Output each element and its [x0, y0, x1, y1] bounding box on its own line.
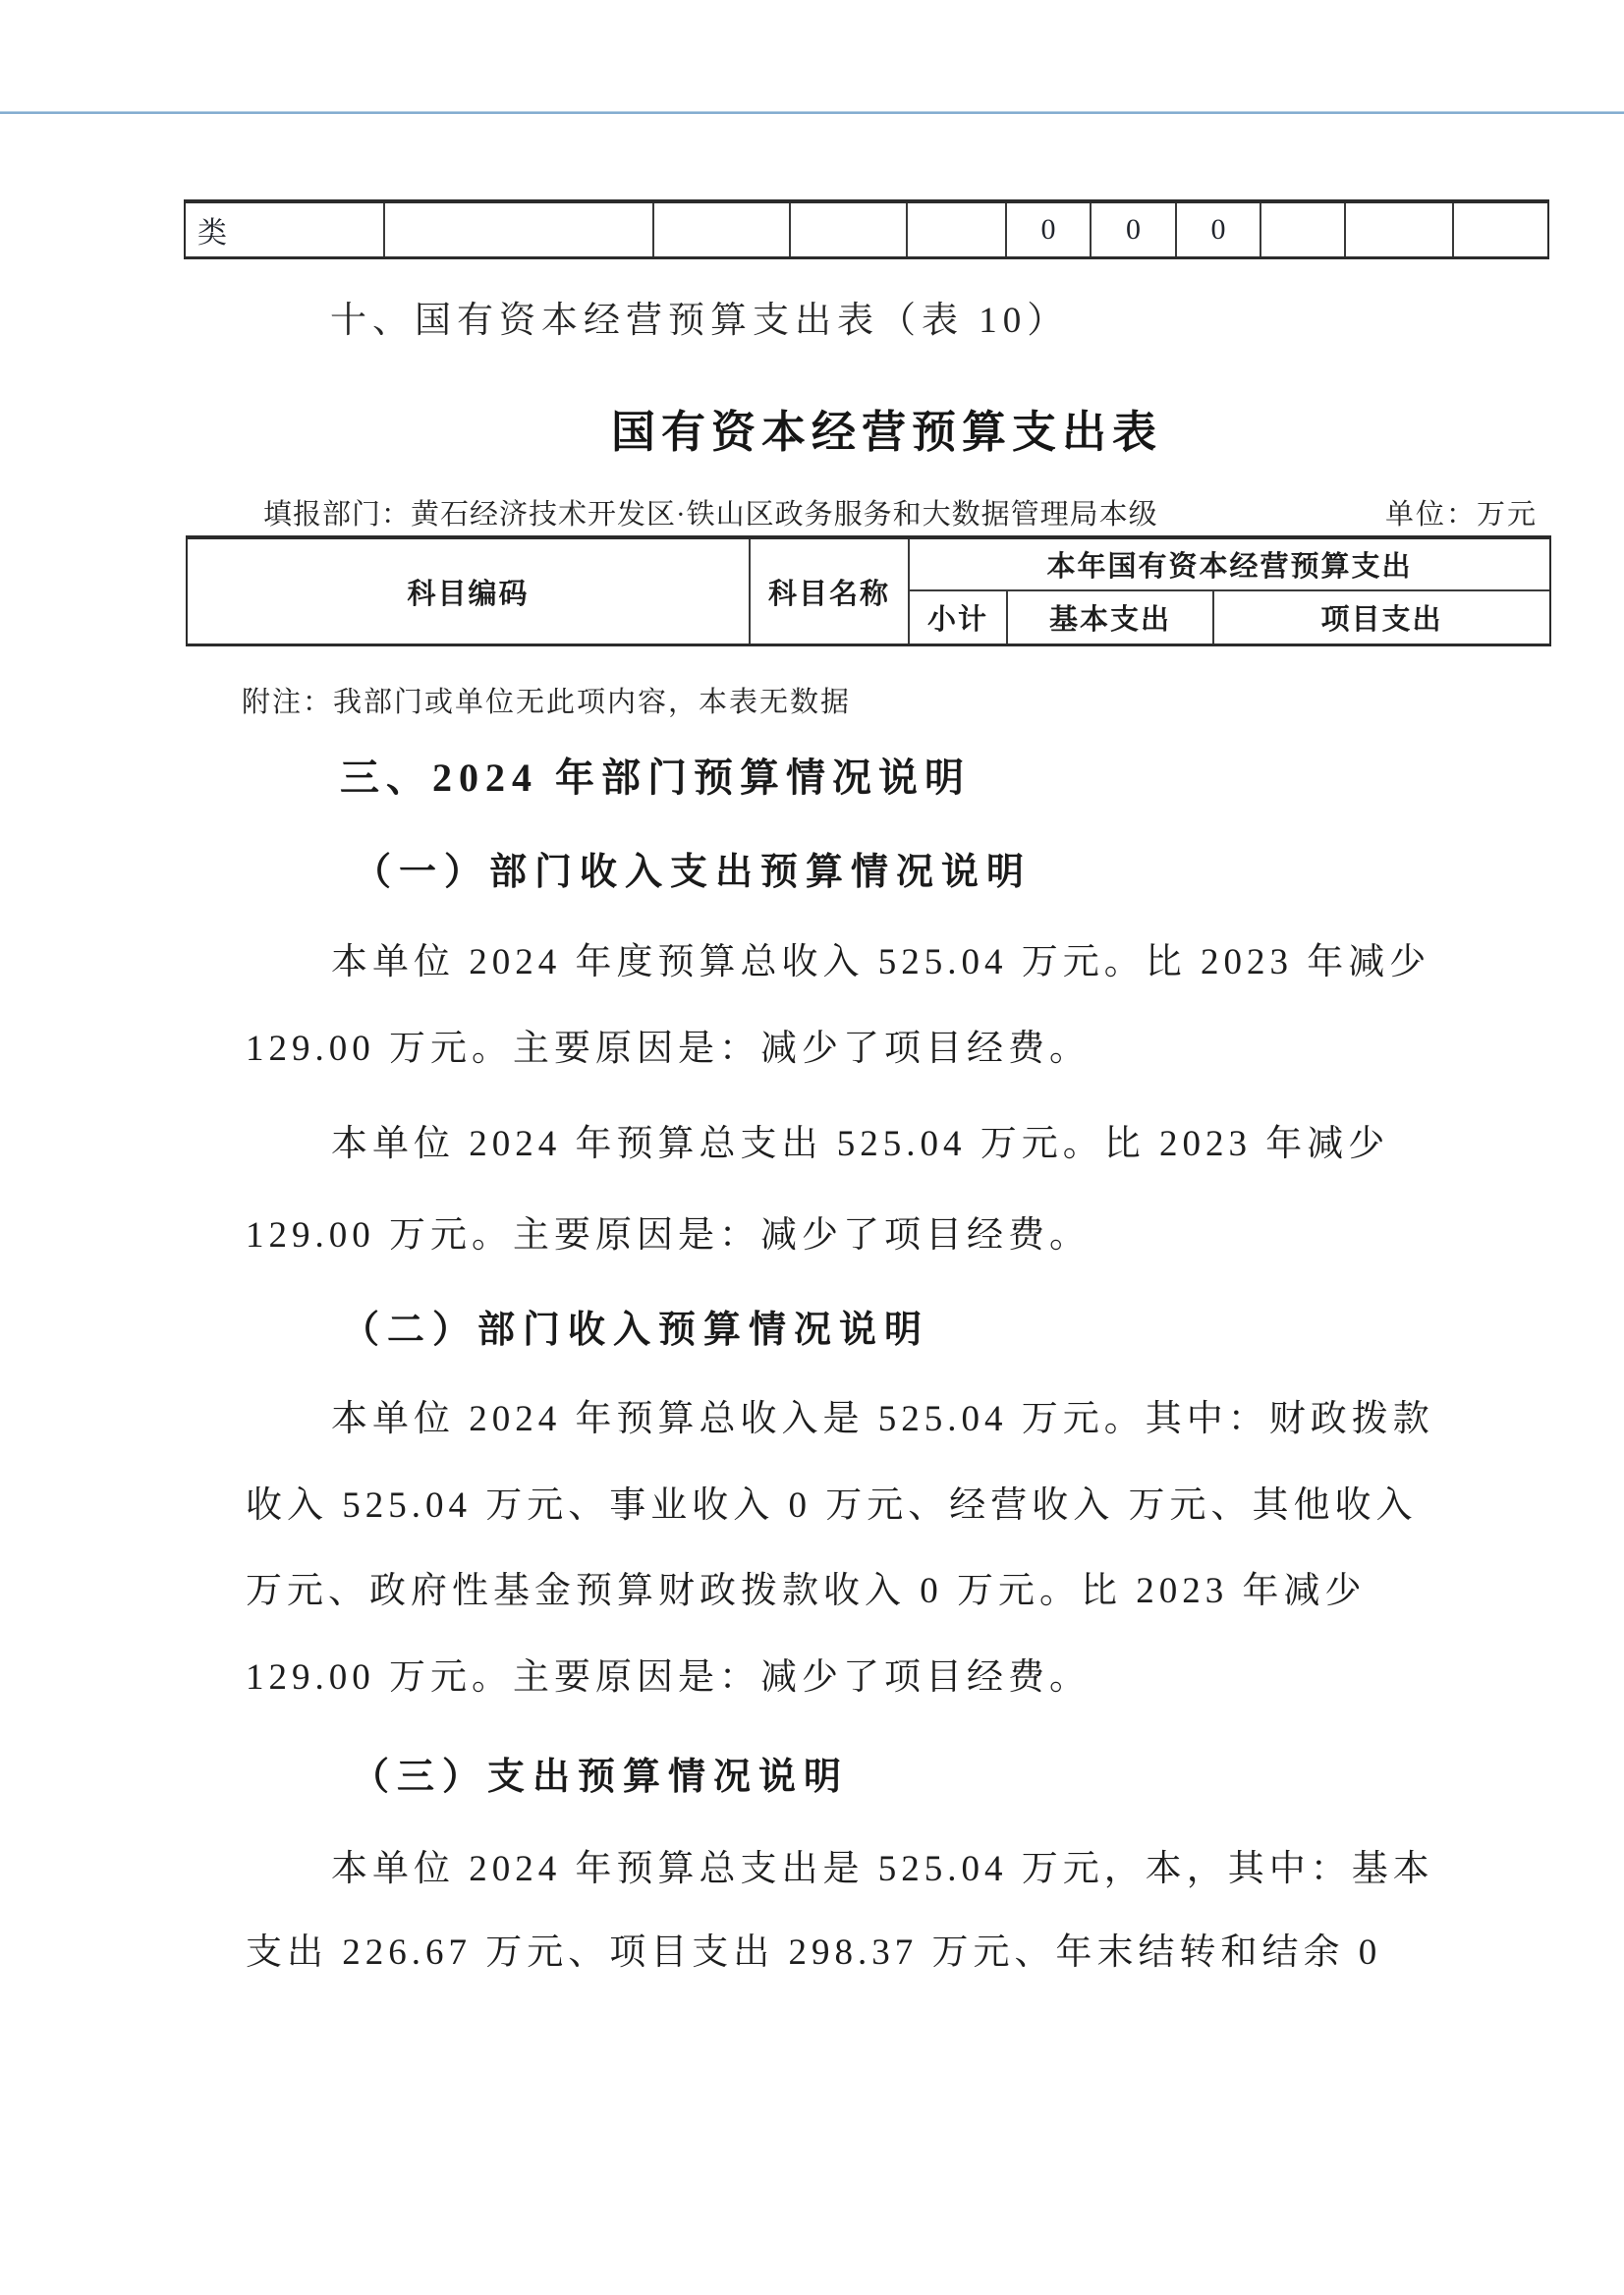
column-header-project-expenditure: 项目支出	[1212, 589, 1549, 644]
table10-caption: 十、国有资本经营预算支出表（表 10）	[330, 301, 1070, 341]
stub-cell	[652, 203, 789, 256]
stub-cell	[1344, 203, 1452, 256]
carryover-table-row	[184, 199, 1549, 259]
table-title: 国有资本经营预算支出表	[611, 407, 1163, 457]
body-line: 本单位 2024 年预算总收入是 525.04 万元。其中：财政拨款	[331, 1399, 1434, 1439]
body-line: 本单位 2024 年度预算总收入 525.04 万元。比 2023 年减少	[331, 942, 1431, 982]
column-header-current-year-expenditure: 本年国有资本经营预算支出	[908, 539, 1549, 589]
column-header-subject-name: 科目名称	[749, 539, 908, 644]
unit-label: 单位：万元	[1385, 499, 1539, 531]
reporting-department-label: 填报部门：黄石经济技术开发区·铁山区政务服务和大数据管理局本级	[263, 499, 1158, 531]
stub-cell	[789, 203, 906, 256]
body-line: 万元、政府性基金预算财政拨款收入 0 万元。比 2023 年减少	[246, 1571, 1367, 1611]
subsection-heading-3: （三）支出预算情况说明	[352, 1757, 850, 1798]
stub-cell	[1260, 203, 1344, 256]
body-line: 129.00 万元。主要原因是：减少了项目经费。	[246, 1029, 1091, 1069]
stub-cell-value: 0	[1175, 203, 1260, 256]
table-footnote: 附注：我部门或单位无此项内容，本表无数据	[242, 687, 852, 718]
body-line: 129.00 万元。主要原因是：减少了项目经费。	[246, 1215, 1091, 1256]
body-line: 本单位 2024 年预算总支出是 525.04 万元，本，其中：基本	[331, 1849, 1434, 1889]
header-rule	[0, 111, 1624, 114]
stub-cell-value: 0	[1005, 203, 1090, 256]
section-heading-3: 三、2024 年部门预算情况说明	[340, 756, 971, 800]
column-header-subject-code: 科目编码	[407, 578, 530, 610]
stub-cell	[1452, 203, 1547, 256]
body-line: 本单位 2024 年预算总支出 525.04 万元。比 2023 年减少	[331, 1124, 1390, 1164]
body-line: 支出 226.67 万元、项目支出 298.37 万元、年末结转和结余 0	[246, 1932, 1382, 1973]
body-line: 收入 525.04 万元、事业收入 0 万元、经营收入 万元、其他收入	[246, 1485, 1418, 1526]
column-header-subtotal: 小计	[908, 589, 1006, 644]
subsection-heading-1: （一）部门收入支出预算情况说明	[354, 852, 1033, 893]
stub-cell	[383, 203, 652, 256]
budget-expenditure-table	[186, 535, 1551, 646]
body-line: 129.00 万元。主要原因是：减少了项目经费。	[246, 1657, 1091, 1698]
column-header-basic-expenditure: 基本支出	[1006, 589, 1212, 644]
stub-cell-category: 类	[197, 217, 227, 250]
stub-cell	[906, 203, 1005, 256]
stub-cell-value: 0	[1090, 203, 1175, 256]
subsection-heading-2: （二）部门收入预算情况说明	[342, 1310, 930, 1351]
